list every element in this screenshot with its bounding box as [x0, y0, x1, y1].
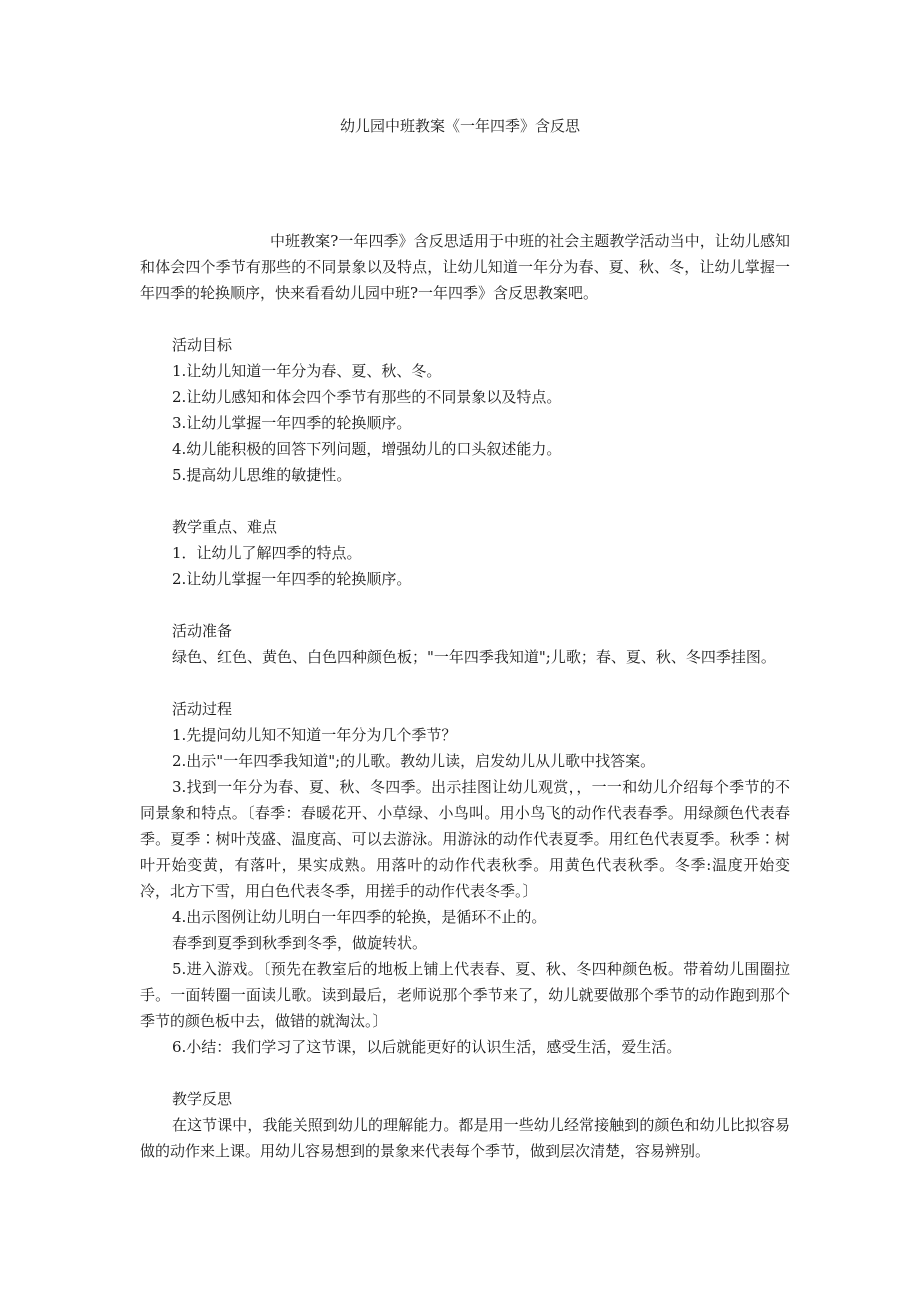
list-item: 3.让幼儿掌握一年四季的轮换顺序。	[172, 414, 412, 432]
preparation-text: 绿色、红色、黄色、白色四种颜色板；"一年四季我知道";儿歌；春、夏、秋、冬四季挂图。	[172, 648, 776, 666]
section-heading: 活动目标	[172, 336, 233, 354]
list-item: 1.让幼儿知道一年分为春、夏、秋、冬。	[172, 362, 442, 380]
reflection-text: 在这节课中，我能关照到幼儿的理解能力。都是用一些幼儿经常接触到的颜色和幼儿比拟容易做的动作来上课。用幼儿容易想到的景象来代表每个季节，做到层次清楚，容易辨别。	[140, 1116, 790, 1160]
section-heading: 活动过程	[172, 700, 233, 718]
section-heading: 教学重点、难点	[172, 518, 278, 536]
section-process	[140, 696, 790, 1060]
list-item: 2.让幼儿感知和体会四个季节有那些的不同景象以及特点。	[172, 388, 562, 406]
document-title: 幼儿园中班教案《一年四季》含反思	[339, 117, 580, 135]
list-item: 2.让幼儿掌握一年四季的轮换顺序。	[172, 570, 412, 588]
section-heading: 活动准备	[172, 622, 233, 640]
list-item: 4.出示图例让幼儿明白一年四季的轮换，是循环不止的。	[172, 908, 547, 926]
list-item: 4.幼儿能积极的回答下列问题，增强幼儿的口头叙述能力。	[172, 440, 562, 458]
section-preparation	[140, 618, 790, 670]
list-item: 5.提高幼儿思维的敏捷性。	[172, 466, 352, 484]
list-item: 5.进入游戏。〔预先在教室后的地板上铺上代表春、夏、秋、冬四种颜色板。带着幼儿围圈拉手。一面转圈一面读儿歌。读到最后，老师说那个季节来了，幼儿就要做那个季节的动作跑到那个季节的颜色板中去，做错的就淘汰。〕	[140, 960, 790, 1030]
section-keypoints	[140, 514, 790, 592]
list-item: 2.出示"一年四季我知道";的儿歌。教幼儿读，启发幼儿从儿歌中找答案。	[172, 752, 656, 770]
section-heading: 教学反思	[172, 1090, 233, 1108]
list-item: 春季到夏季到秋季到冬季，做旋转状。	[172, 934, 428, 952]
section-goals	[140, 332, 790, 488]
intro-paragraph: 中班教案?一年四季》含反思适用于中班的社会主题教学活动当中，让幼儿感知和体会四个季节有那些的不同景象以及特点，让幼儿知道一年分为春、夏、秋、冬，让幼儿掌握一年四季的轮换顺序，快来看看幼儿园中班?一年四季》含反思教案吧。	[140, 232, 790, 302]
list-item: 6.小结：我们学习了这节课，以后就能更好的认识生活，感受生活，爱生活。	[172, 1038, 682, 1056]
list-item: 1.先提问幼儿知不知道一年分为几个季节？	[172, 726, 457, 744]
list-item: 1．让幼儿了解四季的特点。	[172, 544, 362, 562]
section-reflection	[140, 1086, 790, 1164]
list-item: 3.找到一年分为春、夏、秋、冬四季。出示挂图让幼儿观赏，，一一和幼儿介绍每个季节的不同景象和特点。〔春季：春暖花开、小草绿、小鸟叫。用小鸟飞的动作代表春季。用绿颜色代表春季。夏季∶树叶茂盛、温度高、可以去游泳。用游泳的动作代表夏季。用红色代表夏季。秋季∶树叶开始变黄，有落叶，果实成熟。用落叶的动作代表秋季。用黄色代表秋季。冬季:温度开始变冷，北方下雪，用白色代表冬季，用搓手的动作代表冬季。〕	[140, 778, 790, 900]
document-body	[140, 228, 790, 1164]
